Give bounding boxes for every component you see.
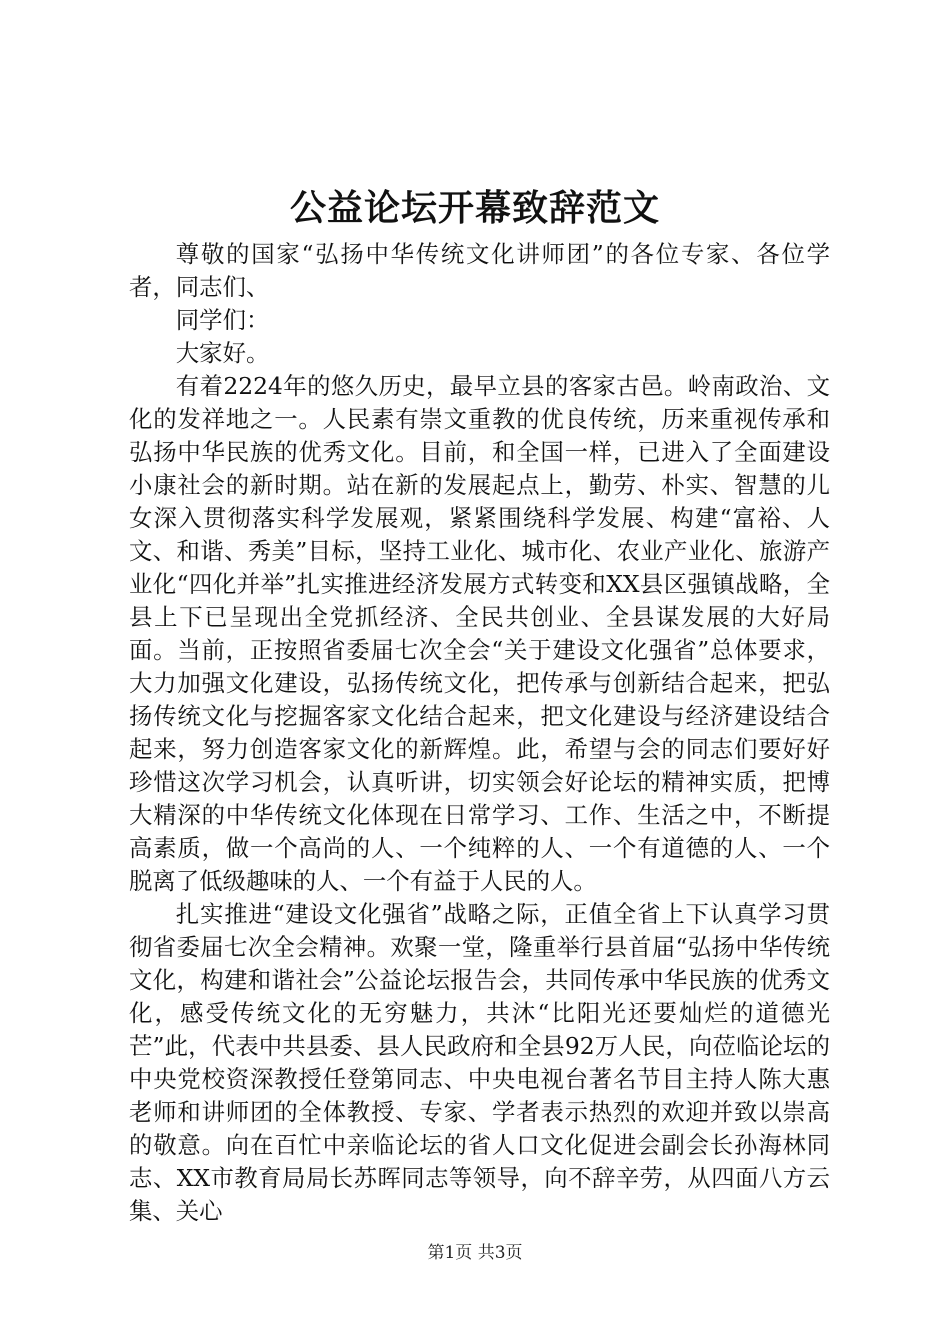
paragraph-salutation: 尊敬的国家“弘扬中华传统文化讲师团”的各位专家、各位学者，同志们、: [129, 240, 830, 301]
paragraph-students: 同学们：: [175, 306, 270, 334]
paragraph-forum: 扎实推进“建设文化强省”战略之际，正值全省上下认真学习贯彻省委届七次全会精神。欢聚一堂，隆重举行县首届“弘扬中华传统文化，构建和谐社会”公益论坛报告会，共同传承中华民族的优秀文化，感受传统文化的无穷魅力，共沐“比阳光还要灿烂的道德光芒”此，代表中共县委、县人民政府和全县92万人民，向莅临论坛的中央党校资深教授任登第同志、中央电视台著名节目主持人陈大惠老师和讲师团的全体教授、专家、学者表示热烈的欢迎并致以崇高的敬意。向在百忙中亲临论坛的省人口文化促进会副会长孙海林同志、XX市教育局局长苏晖同志等领导，向不辞辛劳，从四面八方云集、关心: [129, 900, 830, 1225]
paragraph-greeting: 大家好。: [175, 339, 270, 367]
document-title: 公益论坛开幕致辞范文: [289, 187, 660, 229]
document-body: [129, 238, 830, 1228]
page-footer: 第1页 共3页: [427, 1243, 523, 1263]
paragraph-history: 有着2224年的悠久历史，最早立县的客家古邑。岭南政治、文化的发祥地之一。人民素有崇文重教的优良传统，历来重视传承和弘扬中华民族的优秀文化。目前，和全国一样，已进入了全面建设小康社会的新时期。站在新的发展起点上，勤劳、朴实、智慧的儿女深入贯彻落实科学发展观，紧紧围绕科学发展、构建“富裕、人文、和谐、秀美”目标，坚持工业化、城市化、农业产业化、旅游产业化“四化并举”扎实推进经济发展方式转变和XX县区强镇战略，全县上下已呈现出全党抓经济、全民共创业、全县谋发展的大好局面。当前，正按照省委届七次全会“关于建设文化强省”总体要求，大力加强文化建设，弘扬传统文化，把传承与创新结合起来，把弘扬传统文化与挖掘客家文化结合起来，把文化建设与经济建设结合起来，努力创造客家文化的新辉煌。此，希望与会的同志们要好好珍惜这次学习机会，认真听讲，切实领会好论坛的精神实质，把博大精深的中华传统文化体现在日常学习、工作、生活之中，不断提高素质，做一个高尚的人、一个纯粹的人、一个有道德的人、一个脱离了低级趣味的人、一个有益于人民的人。: [129, 372, 830, 895]
